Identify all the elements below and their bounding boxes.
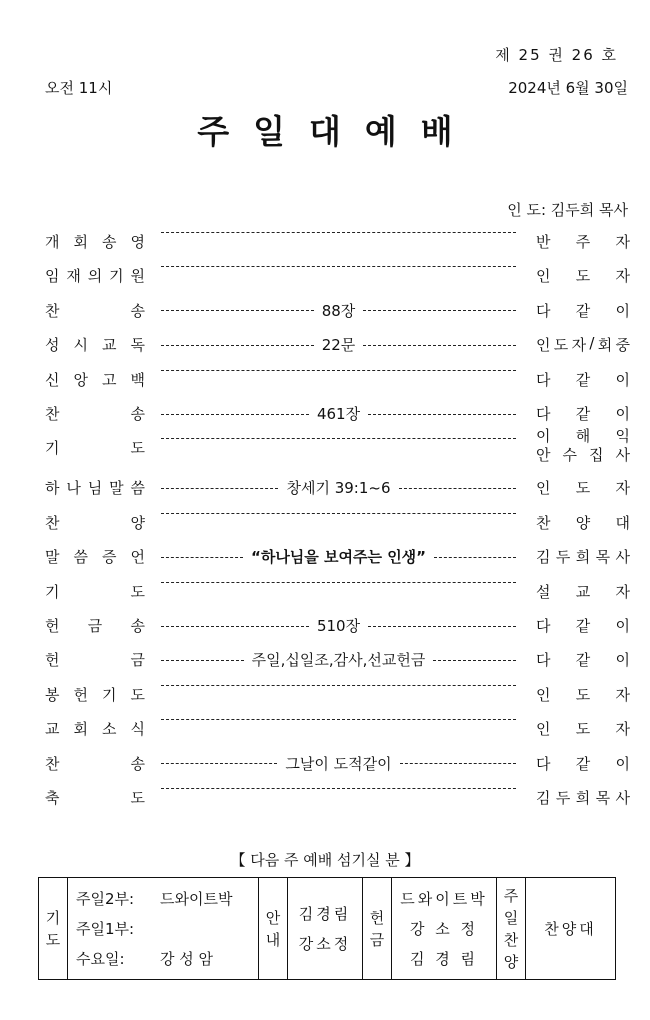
usher-list <box>288 878 363 980</box>
prayer-line-key: 주일2부: <box>76 889 135 908</box>
order-leader-line <box>161 718 516 720</box>
offering-name: 강 소 정 <box>409 919 478 938</box>
next-week-table <box>38 877 616 980</box>
order-row <box>45 680 635 710</box>
prayer-list <box>68 878 259 980</box>
order-person: 다 같 이 <box>536 405 630 423</box>
order-detail: 그날이 도적같이 <box>285 754 392 773</box>
order-row <box>45 749 635 779</box>
order-label: 찬 송 <box>45 754 145 773</box>
usher-label-cell: 안 내 <box>259 878 288 980</box>
choir-name: 찬양대 <box>526 878 616 980</box>
order-leader-line <box>161 684 516 686</box>
order-label: 교 회 소 식 <box>45 720 145 739</box>
order-detail: “하나님을 보여주는 인생” <box>250 548 427 567</box>
prayer-label-cell: 기 도 <box>39 878 68 980</box>
order-row <box>45 473 635 503</box>
order-leader-line <box>161 403 516 424</box>
order-person: 인 도 자 / 회 중 <box>536 334 630 355</box>
order-leader-line <box>161 512 516 514</box>
order-leader-line <box>161 265 516 267</box>
order-leader-line <box>161 231 516 233</box>
order-person: 반 주 자 <box>536 233 630 251</box>
order-leader-line <box>161 581 516 583</box>
order-row <box>45 714 635 744</box>
order-label: 성 시 교 독 <box>45 336 145 355</box>
order-person: 인 도 자 <box>536 685 630 704</box>
order-leader-line <box>161 300 516 321</box>
order-row <box>45 783 635 813</box>
prayer-line-key: 수요일: <box>76 949 125 968</box>
prayer-line-value: 강 성 암 <box>160 949 214 968</box>
order-row <box>45 261 635 291</box>
order-detail: 주일,십일조,감사,선교헌금 <box>251 651 426 670</box>
offering-label-cell: 헌 금 <box>363 878 392 980</box>
order-detail: 88장 <box>321 301 356 320</box>
order-label: 헌 금 송 <box>45 617 145 635</box>
offering-name: 김 경 림 <box>409 949 478 968</box>
issue-number: 제 25 권 26 호 <box>495 46 618 64</box>
order-person: 다 같 이 <box>536 301 630 320</box>
order-label: 신 앙 고 백 <box>45 370 145 389</box>
order-detail: 22문 <box>321 336 356 355</box>
usher-name: 강소정 <box>298 934 352 953</box>
offering-name: 드와이트박 <box>400 889 488 908</box>
order-label: 봉 헌 기 도 <box>45 685 145 704</box>
order-leader-line <box>161 546 516 567</box>
order-person: 설 교 자 <box>536 582 630 601</box>
order-person: 김 두 희 목 사 <box>536 789 630 807</box>
service-leader: 인 도: 김두희 목사 <box>507 201 628 219</box>
offering-list <box>392 878 497 980</box>
choir-label-cell: 주 일 찬 양 <box>497 878 526 980</box>
order-label: 축 도 <box>45 789 145 807</box>
prayer-line-value: 드와이트박 <box>160 889 233 908</box>
order-detail: 461장 <box>316 405 361 423</box>
order-leader-line <box>161 615 516 636</box>
order-label: 임 재 의 기 원 <box>45 267 145 286</box>
order-row <box>45 365 635 395</box>
service-date: 2024년 6월 30일 <box>508 79 628 97</box>
order-leader-line <box>161 649 516 670</box>
order-row <box>45 427 635 465</box>
order-row <box>45 611 635 641</box>
order-leader-line <box>161 477 516 498</box>
order-row <box>45 542 635 572</box>
order-leader-line <box>161 334 516 355</box>
order-row <box>45 645 635 675</box>
next-week-heading: 【 다음 주 예배 섬기실 분 】 <box>230 851 420 869</box>
order-leader-line <box>161 753 516 774</box>
order-row <box>45 399 635 429</box>
order-detail: 창세기 39:1~6 <box>286 479 391 498</box>
order-label: 하 나 님 말 씀 <box>45 479 145 498</box>
order-label: 기 도 <box>45 582 145 601</box>
order-leader-line <box>161 437 516 439</box>
order-label: 찬 양 <box>45 513 145 532</box>
usher-name: 김경림 <box>298 904 352 923</box>
service-time: 오전 11시 <box>45 79 113 97</box>
order-leader-line <box>161 787 516 789</box>
order-label: 말 씀 증 언 <box>45 548 145 567</box>
order-person: 인 도 자 <box>536 267 630 286</box>
order-row <box>45 296 635 326</box>
order-row <box>45 508 635 538</box>
order-person: 다 같 이 <box>536 370 630 389</box>
page-title: 주일대예배 <box>197 112 477 151</box>
order-leader-line <box>161 369 516 371</box>
order-label: 개 회 송 영 <box>45 233 145 251</box>
order-label: 찬 송 <box>45 301 145 320</box>
order-label: 찬 송 <box>45 405 145 423</box>
order-row <box>45 577 635 607</box>
order-person: 이 해 익 안 수 집 사 <box>536 427 630 465</box>
order-label: 기 도 <box>45 439 145 458</box>
order-person: 김 두 희 목 사 <box>536 548 630 567</box>
order-row <box>45 330 635 360</box>
order-person: 인 도 자 <box>536 720 630 739</box>
order-detail: 510장 <box>316 617 361 635</box>
order-person: 인 도 자 <box>536 479 630 498</box>
order-label: 헌 금 <box>45 651 145 670</box>
prayer-line-key: 주일1부: <box>76 919 135 938</box>
order-person: 다 같 이 <box>536 617 630 635</box>
order-row <box>45 227 635 257</box>
order-person: 다 같 이 <box>536 754 630 773</box>
order-person: 찬 양 대 <box>536 513 630 532</box>
order-person: 다 같 이 <box>536 651 630 670</box>
